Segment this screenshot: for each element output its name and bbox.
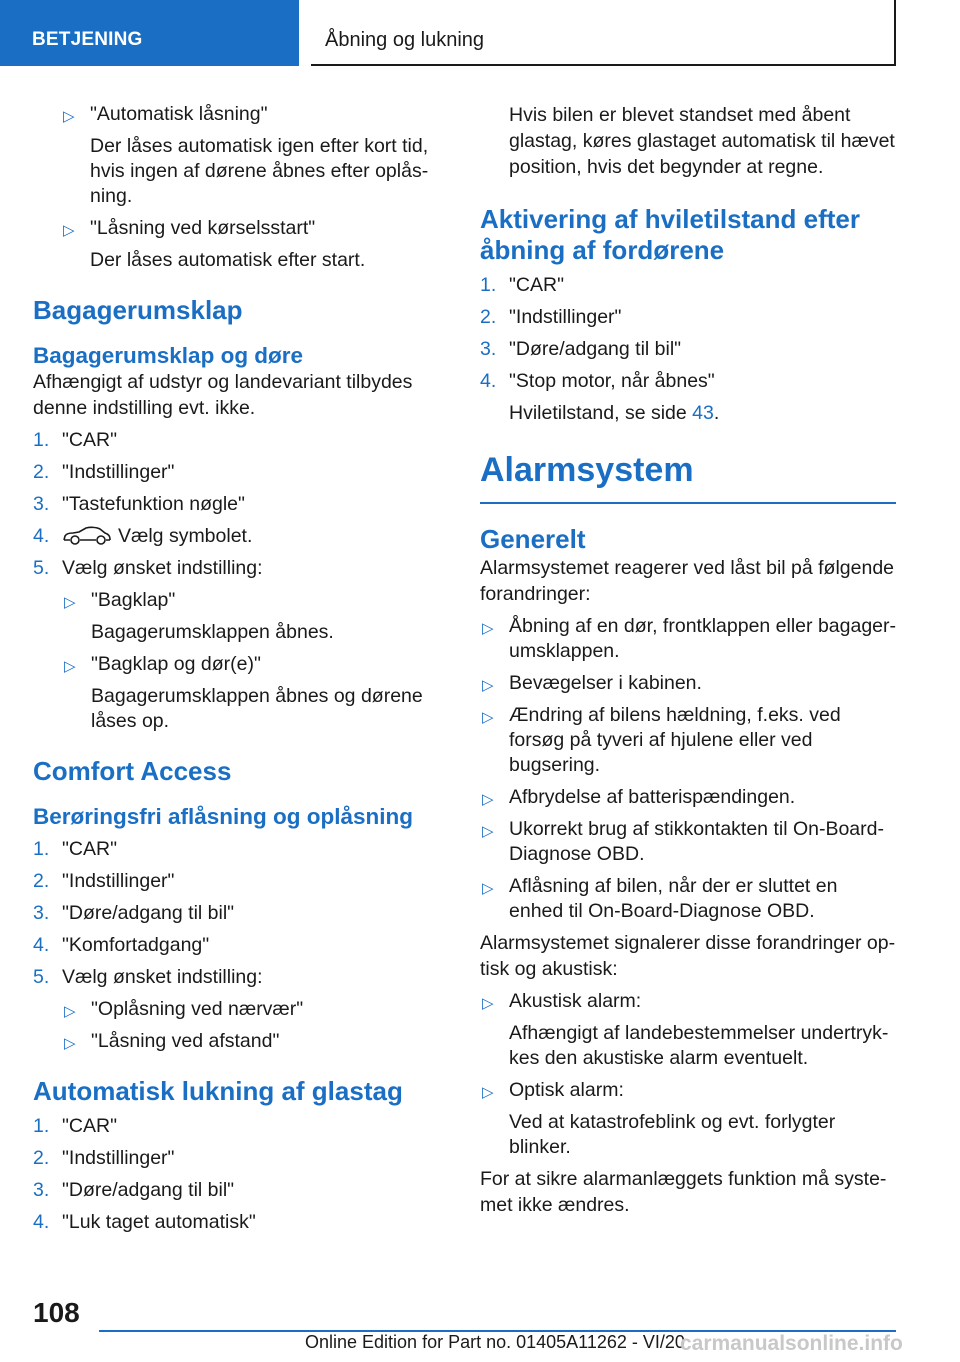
list-item: ▷ Aflåsning af bilen, når der er sluttet en enhed til On-Board-Diagnose OBD. xyxy=(482,875,838,922)
option-item: ▷ "Oplåsning ved nærvær" xyxy=(62,997,443,1022)
triangle-right-outline-icon: ▷ xyxy=(64,1003,76,1020)
step-item: 4. "Luk taget automatisk" xyxy=(33,1211,256,1233)
step-item: 3. "Døre/adgang til bil" xyxy=(33,902,235,924)
step-item: 5. Vælg ønsket indstilling: xyxy=(33,557,263,579)
step-item: 2. "Indstillinger" xyxy=(480,306,622,328)
step-item: 1. "CAR" xyxy=(33,1115,118,1137)
list-item: ▷ "Låsning ved kørselsstart" Der låses automatisk efter start. xyxy=(63,217,366,271)
triangle-right-outline-icon: ▷ xyxy=(64,658,76,675)
triangle-right-outline-icon: ▷ xyxy=(482,1084,494,1101)
triangle-right-outline-icon: ▷ xyxy=(482,791,494,808)
step-item: 3. "Døre/adgang til bil" xyxy=(33,1179,235,1201)
right-column xyxy=(480,102,896,1218)
paragraph: Hvis bilen er blevet standset med åbent glastag, køres glastaget automatisk til hævet position, hvis det begynder at regne. xyxy=(509,104,895,178)
chapter-heading: Alarmsystem xyxy=(480,450,896,504)
chapter-title: Åbning og lukning xyxy=(325,29,485,51)
step-item: 4. "Komfortadgang" xyxy=(33,934,210,956)
triangle-right-outline-icon: ▷ xyxy=(482,677,494,694)
list-item: ▷ Ændring af bilens hældning, f.eks. ved forsøg på tyveri af hjulene eller ved bugsering. xyxy=(482,704,841,776)
subsection-heading: Bagagerumsklap og døre xyxy=(33,343,304,368)
section-tab xyxy=(0,0,299,66)
step-item: 2. "Indstillinger" xyxy=(33,461,175,483)
list-item: ▷ Afbrydelse af batterispændingen. xyxy=(480,785,896,810)
step-item: 3. "Tastefunktion nøgle" xyxy=(33,493,245,515)
section-heading: Automatisk lukning af glastag xyxy=(33,1076,403,1106)
cross-reference: Hviletilstand, se side 43. xyxy=(509,402,720,424)
list-item: ▷ "Automatisk låsning" Der låses automatisk igen efter kort tid, hvis ingen af dørene åbnes efter oplåsning. xyxy=(63,103,429,207)
step-item: 4. "Stop motor, når åbnes" Hviletilstand, se side 43. xyxy=(480,369,896,426)
triangle-right-outline-icon: ▷ xyxy=(482,620,494,637)
paragraph: Alarmsystemet reagerer ved låst bil på følgende forandringer: xyxy=(480,557,895,605)
step-item: 2. "Indstillinger" xyxy=(33,870,175,892)
section-title: BETJENING xyxy=(32,29,143,50)
paragraph: Afhængigt af udstyr og landevariant tilbydes denne indstilling evt. ikke. xyxy=(33,371,413,419)
section-heading: Comfort Access xyxy=(33,756,232,786)
list-item: ▷ Åbning af en dør, frontklappen eller bagagerumsklappen. xyxy=(482,615,897,662)
step-item: 3. "Døre/adgang til bil" xyxy=(480,338,682,360)
step-item: 1. "CAR" xyxy=(33,429,118,451)
option-item: ▷ "Bagklap og dør(e)" Bagagerumsklappen åbnes og dørene låses op. xyxy=(64,653,423,732)
car-outline-icon xyxy=(62,525,112,545)
list-item: ▷ Ukorrekt brug af stikkontakten til On-Board-Diagnose OBD. xyxy=(482,818,884,865)
edition-text: Online Edition for Part no. 01405A11262 - VI/20 xyxy=(305,1332,685,1352)
triangle-right-outline-icon: ▷ xyxy=(64,1035,76,1052)
triangle-right-outline-icon: ▷ xyxy=(64,594,76,611)
chapter-header xyxy=(311,0,896,66)
triangle-right-outline-icon: ▷ xyxy=(482,823,494,840)
section-heading: Generelt xyxy=(480,524,586,554)
page-number: 108 xyxy=(33,1297,80,1328)
section-heading: Aktivering af hviletilstand efter åbning af fordørene xyxy=(480,204,860,265)
triangle-right-outline-icon: ▷ xyxy=(63,108,75,125)
option-item: ▷ "Bagklap" Bagagerumsklappen åbnes. xyxy=(64,589,334,643)
triangle-right-outline-icon: ▷ xyxy=(482,709,494,726)
left-column xyxy=(33,102,443,1235)
triangle-right-outline-icon: ▷ xyxy=(482,880,494,897)
step-item: 4. Vælg symbolet. xyxy=(33,525,253,547)
paragraph: Alarmsystemet signalerer disse forandringer optisk og akustisk: xyxy=(480,932,896,980)
step-item: 2. "Indstillinger" xyxy=(33,1147,175,1169)
triangle-right-outline-icon: ▷ xyxy=(482,995,494,1012)
list-item: ▷ Akustisk alarm: Afhængigt af landebestemmelser undertrykkes den akustiske alarm eventuelt. xyxy=(482,990,889,1069)
step-item: 1. "CAR" xyxy=(480,274,565,296)
list-item: ▷ Bevægelser i kabinen. xyxy=(480,671,896,696)
section-heading: Bagagerumsklap xyxy=(33,295,243,325)
step-item: 1. "CAR" xyxy=(33,838,118,860)
list-item: ▷ Optisk alarm: Ved at katastrofeblink og evt. forlygter blinker. xyxy=(482,1079,836,1158)
subsection-heading: Berøringsfri aflåsning og oplåsning xyxy=(33,804,414,829)
page-link[interactable]: 43 xyxy=(692,402,714,424)
option-item: ▷ "Låsning ved afstand" xyxy=(62,1029,443,1054)
watermark: carmanualsonline.info xyxy=(680,1332,903,1355)
paragraph: For at sikre alarmanlæggets funktion må systemet ikke ændres. xyxy=(480,1168,887,1216)
step-item: 5. Vælg ønsket indstilling: xyxy=(33,966,263,988)
triangle-right-outline-icon: ▷ xyxy=(63,222,75,239)
